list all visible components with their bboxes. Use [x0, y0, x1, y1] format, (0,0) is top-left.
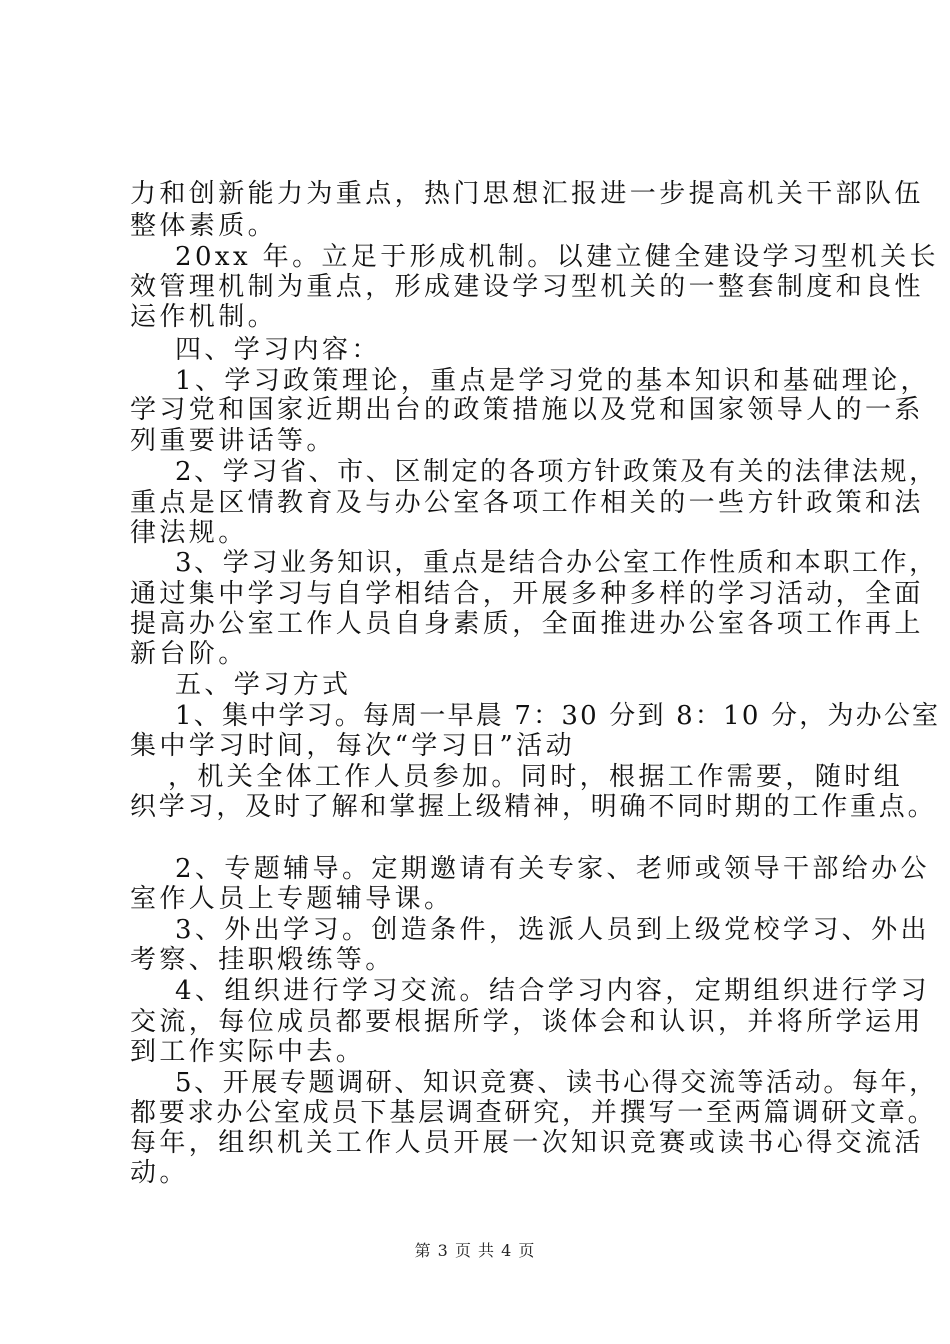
section-heading: 五、学习方式	[175, 670, 352, 700]
text-line: 都要求办公室成员下基层调查研究，并撰写一至两篇调研文章。	[130, 1098, 937, 1128]
text-line: 新台阶。	[130, 639, 248, 669]
text-line: 织学习，及时了解和掌握上级精神，明确不同时期的工作重点。	[130, 792, 937, 822]
text-line: 每年，组织机关工作人员开展一次知识竞赛或读书心得交流活	[130, 1128, 924, 1158]
text-line: 提高办公室工作人员自身素质，全面推进办公室各项工作再上	[130, 609, 924, 639]
text-line: 重点是区情教育及与办公室各项工作相关的一些方针政策和法	[130, 488, 924, 518]
text-line: 列重要讲话等。	[130, 426, 336, 456]
text-line: 动。	[130, 1158, 189, 1188]
text-line: 4、组织进行学习交流。结合学习内容，定期组织进行学习	[175, 976, 930, 1006]
text-line: 2、专题辅导。定期邀请有关专家、老师或领导干部给办公	[175, 854, 930, 884]
text-line: 考察、挂职煅练等。	[130, 945, 395, 975]
text-line: 学习党和国家近期出台的政策措施以及党和国家领导人的一系	[130, 395, 924, 425]
text-line: ，机关全体工作人员参加。同时，根据工作需要，随时组	[168, 762, 904, 792]
text-line: 效管理机制为重点，形成建设学习型机关的一整套制度和良性	[130, 272, 924, 302]
text-line: 到工作实际中去。	[130, 1037, 366, 1067]
text-line: 1、集中学习。每周一早晨 7：30 分到 8：10 分，为办公室	[175, 701, 941, 731]
text-line: 室作人员上专题辅导课。	[130, 884, 454, 914]
text-line: 力和创新能力为重点，热门思想汇报进一步提高机关干部队伍	[130, 179, 924, 209]
text-line: 2、学习省、市、区制定的各项方针政策及有关的法律法规，	[175, 457, 938, 487]
page-number-footer: 第 3 页 共 4 页	[414, 1241, 536, 1260]
text-line: 运作机制。	[130, 302, 278, 332]
section-heading: 四、学习内容：	[175, 335, 381, 365]
text-line: 3、学习业务知识，重点是结合办公室工作性质和本职工作，	[175, 548, 938, 578]
text-line: 整体素质。	[130, 211, 278, 241]
text-line: 1、学习政策理论，重点是学习党的基本知识和基础理论，	[175, 366, 930, 396]
text-line: 3、外出学习。创造条件，选派人员到上级党校学习、外出	[175, 915, 930, 945]
text-line: 集中学习时间，每次“学习日”活动	[130, 731, 575, 761]
text-line: 交流，每位成员都要根据所学，谈体会和认识，并将所学运用	[130, 1007, 924, 1037]
text-line: 20xx 年。立足于形成机制。以建立健全建设学习型机关长	[175, 242, 939, 272]
text-line: 律法规。	[130, 518, 248, 548]
text-line: 5、开展专题调研、知识竞赛、读书心得交流等活动。每年，	[175, 1068, 938, 1098]
text-line: 通过集中学习与自学相结合，开展多种多样的学习活动，全面	[130, 579, 924, 609]
